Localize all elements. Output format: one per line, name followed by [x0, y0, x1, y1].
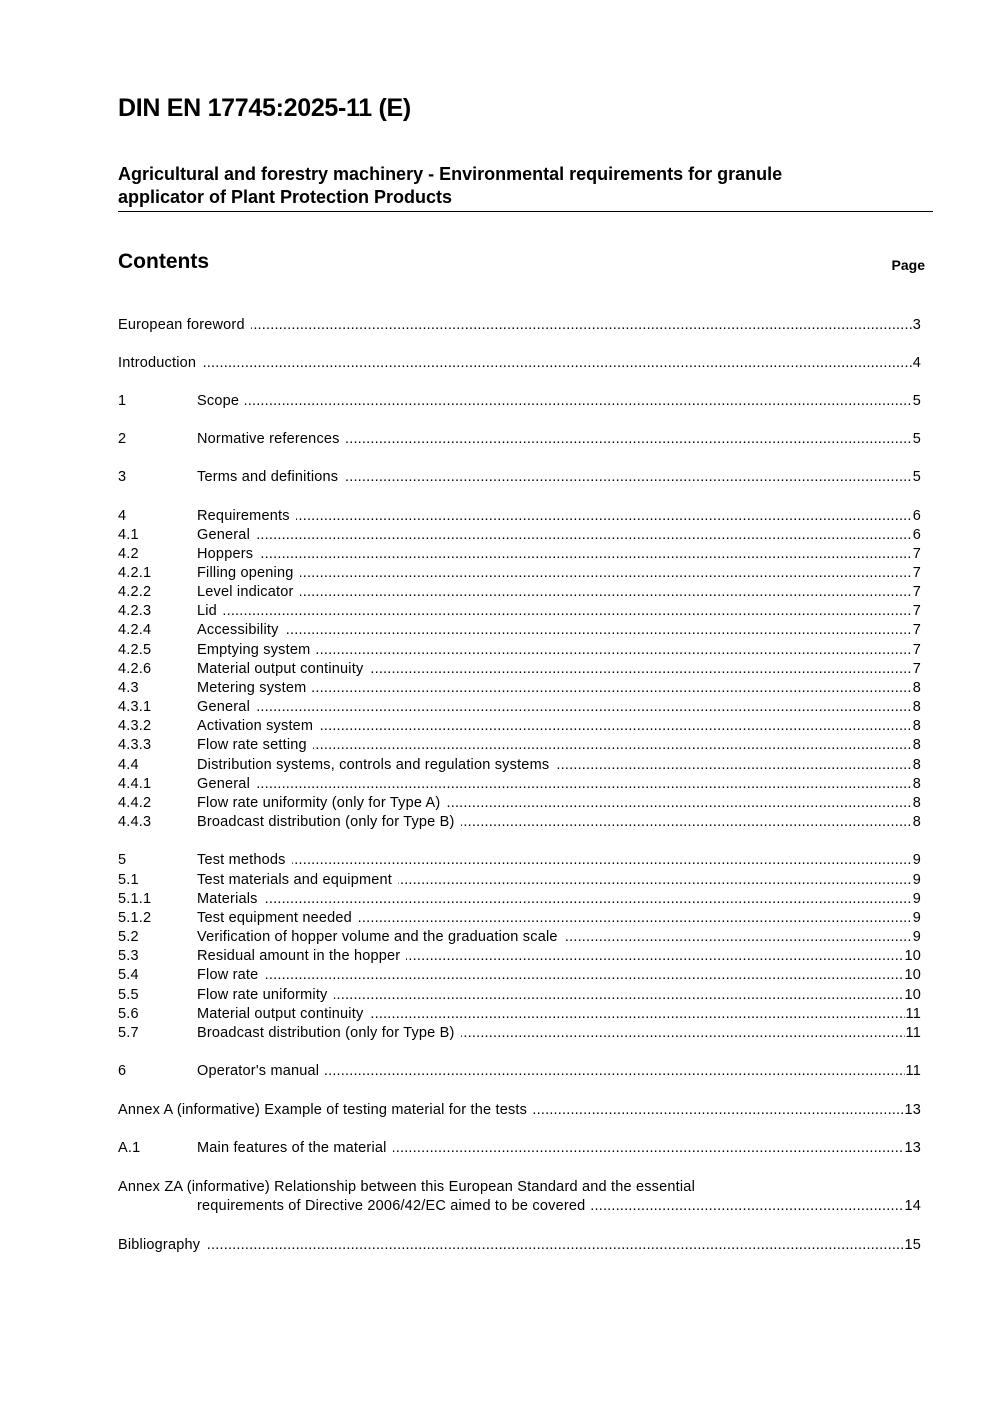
- toc-entry[interactable]: [118, 966, 921, 985]
- toc-entry[interactable]: [118, 871, 921, 890]
- toc-entry-title: Scope: [197, 393, 245, 409]
- toc-entry-number: 4.2.5: [118, 642, 152, 658]
- toc-entry-page-number: 5: [912, 393, 921, 409]
- toc-entry-title: Level indicator: [197, 584, 300, 600]
- toc-entry-body: [197, 679, 921, 698]
- toc-entry-title: European foreword: [118, 317, 251, 333]
- toc-entry-number: 4.3.2: [118, 718, 152, 734]
- toc-entry-body: [197, 564, 921, 583]
- toc-entry-number: 5.3: [118, 948, 139, 964]
- toc-entry-title: Flow rate setting: [197, 737, 313, 753]
- toc-entry[interactable]: [118, 1024, 921, 1043]
- toc-entry-title: Main features of the material: [197, 1140, 393, 1156]
- toc-entry-body: [197, 756, 921, 775]
- toc-entry-number: 5.5: [118, 987, 139, 1003]
- toc-entry-body: [197, 909, 921, 928]
- toc-entry-number: 4.3: [118, 680, 139, 696]
- toc-entry-page-number: 8: [912, 757, 921, 773]
- toc-entry[interactable]: [118, 928, 921, 947]
- toc-entry-body: [118, 354, 921, 373]
- toc-entry-title: Flow rate uniformity: [197, 987, 334, 1003]
- toc-entry-page-number: 10: [904, 948, 921, 964]
- toc-entry-page-number: 13: [904, 1102, 921, 1118]
- toc-entry-title: Annex A (informative) Example of testing material for the tests: [118, 1102, 533, 1118]
- document-title-line-1: Agricultural and forestry machinery - Environmental requirements for granule: [118, 164, 783, 184]
- toc-entry-number: 4.4.3: [118, 814, 152, 830]
- toc-entry-body: [197, 526, 921, 545]
- toc-entry-title: Operator's manual: [197, 1063, 325, 1079]
- toc-entry-page-number: 11: [905, 1063, 921, 1079]
- toc-entry[interactable]: [118, 526, 921, 545]
- toc-entry[interactable]: [118, 717, 921, 736]
- toc-entry[interactable]: [118, 564, 921, 583]
- toc-entry-page-number: 7: [912, 622, 921, 638]
- toc-entry-number: 4.2.2: [118, 584, 152, 600]
- toc-entry-page-number: 11: [905, 1006, 921, 1022]
- toc-entry[interactable]: [118, 354, 921, 373]
- toc-entry-body: [197, 871, 921, 890]
- toc-entry-title: Test materials and equipment: [197, 872, 398, 888]
- toc-entry-title-continuation: [197, 1197, 921, 1216]
- toc-entry-number: 4: [118, 508, 127, 524]
- toc-entry-title: Activation system: [197, 718, 319, 734]
- toc-entry-number: 3: [118, 469, 127, 485]
- toc-entry-body: [197, 966, 921, 985]
- toc-entry-title: Flow rate: [197, 967, 264, 983]
- toc-entry[interactable]: [118, 756, 921, 775]
- toc-entry[interactable]: [118, 947, 921, 966]
- toc-entry[interactable]: [118, 1062, 921, 1081]
- toc-entry-page-number: 10: [904, 987, 921, 1003]
- toc-entry-number: 6: [118, 1063, 127, 1079]
- toc-entry-body: [197, 583, 921, 602]
- toc-entry-title: General: [197, 776, 256, 792]
- toc-entry[interactable]: [118, 679, 921, 698]
- toc-entry-title: Flow rate uniformity (only for Type A): [197, 795, 446, 811]
- toc-entry-body: [197, 1024, 921, 1043]
- toc-entry-title: Bibliography: [118, 1237, 206, 1253]
- toc-entry-title-continued-text: requirements of Directive 2006/42/EC aimed to be covered: [197, 1198, 591, 1214]
- toc-entry-body: [197, 430, 921, 449]
- toc-entry-body: [197, 507, 921, 526]
- toc-entry-page-number: 7: [912, 565, 921, 581]
- toc-entry[interactable]: [118, 1101, 921, 1120]
- toc-entry-number: 4.4.2: [118, 795, 152, 811]
- toc-entry-body: [197, 468, 921, 487]
- toc-entry[interactable]: [118, 1236, 921, 1255]
- toc-entry-page-number: 3: [912, 317, 921, 333]
- toc-entry-number: 4.2: [118, 546, 139, 562]
- toc-entry-title: Terms and definitions: [197, 469, 344, 485]
- toc-entry-page-number: 6: [912, 508, 921, 524]
- toc-entry-body: [197, 890, 921, 909]
- toc-entry-title: Test methods: [197, 852, 292, 868]
- toc-entry-body: [197, 717, 921, 736]
- toc-entry[interactable]: [118, 660, 921, 679]
- toc-entry-body: [197, 794, 921, 813]
- toc-entry-body: [197, 1005, 921, 1024]
- toc-entry-title: Metering system: [197, 680, 312, 696]
- toc-entry-body: [197, 621, 921, 640]
- toc-entry-number: 4.2.3: [118, 603, 152, 619]
- toc-entry-page-number: 4: [912, 355, 921, 371]
- toc-entry[interactable]: [118, 813, 921, 832]
- toc-entry-body: [197, 947, 921, 966]
- toc-entry-page-number: 7: [912, 546, 921, 562]
- toc-entry-page-number: 15: [904, 1237, 921, 1253]
- toc-entry-body: [118, 1101, 921, 1120]
- toc-entry[interactable]: [118, 641, 921, 660]
- toc-entry[interactable]: [118, 545, 921, 564]
- toc-entry-page-number: 8: [912, 737, 921, 753]
- toc-entry-title: Introduction: [118, 355, 202, 371]
- toc-entry-body: [197, 392, 921, 411]
- toc-entry-title: Material output continuity: [197, 661, 369, 677]
- toc-entry-number: 2: [118, 431, 127, 447]
- toc-entry-page-number: 5: [912, 431, 921, 447]
- toc-entry[interactable]: [118, 392, 921, 411]
- toc-entry-title: Residual amount in the hopper: [197, 948, 406, 964]
- toc-entry-number: 5.1: [118, 872, 139, 888]
- toc-entry-number: 5.1.1: [118, 891, 152, 907]
- toc-entry[interactable]: [118, 986, 921, 1005]
- toc-entry[interactable]: [118, 698, 921, 717]
- toc-entry-body: [197, 1139, 921, 1158]
- document-title: [118, 163, 933, 212]
- toc-entry[interactable]: [118, 890, 921, 909]
- toc-entry-page-number: 11: [905, 1025, 921, 1041]
- toc-entry-title: Materials: [197, 891, 264, 907]
- toc-entry-number: 5.6: [118, 1006, 139, 1022]
- toc-entry[interactable]: [118, 794, 921, 813]
- toc-entry-body: [197, 641, 921, 660]
- toc-entry-title: Hoppers: [197, 546, 259, 562]
- toc-entry-page-number: 9: [912, 929, 921, 945]
- toc-entry-body: [197, 698, 921, 717]
- toc-entry[interactable]: [118, 775, 921, 794]
- toc-entry[interactable]: [118, 316, 921, 335]
- toc-entry-number: 5.2: [118, 929, 139, 945]
- toc-entry-page-number: 9: [912, 872, 921, 888]
- toc-entry[interactable]: [118, 621, 921, 640]
- toc-entry-title: Lid: [197, 603, 223, 619]
- toc-entry-page-number: 5: [912, 469, 921, 485]
- toc-entry[interactable]: [118, 1005, 921, 1024]
- toc-entry-body: [197, 928, 921, 947]
- page-column-label: Page: [891, 257, 925, 273]
- toc-entry-title: General: [197, 527, 256, 543]
- toc-entry-page-number: 14: [904, 1198, 921, 1214]
- toc-entry[interactable]: [118, 736, 921, 755]
- toc-entry-page-number: 9: [912, 852, 921, 868]
- toc-entry-body: [197, 736, 921, 755]
- toc-entry-number: 5.1.2: [118, 910, 152, 926]
- toc-entry-number: 5.7: [118, 1025, 139, 1041]
- toc-entry-title: Broadcast distribution (only for Type B): [197, 814, 461, 830]
- toc-entry[interactable]: [118, 583, 921, 602]
- toc-entry-title: Emptying system: [197, 642, 316, 658]
- toc-entry-page-number: 8: [912, 699, 921, 715]
- toc-entry-title: Accessibility: [197, 622, 285, 638]
- toc-entry-body: [197, 775, 921, 794]
- toc-entry-body: [197, 986, 921, 1005]
- toc-entry-body: [197, 545, 921, 564]
- toc-entry-page-number: 7: [912, 642, 921, 658]
- toc-entry[interactable]: [118, 851, 921, 870]
- toc-entry-number: 4.3.1: [118, 699, 152, 715]
- toc-entry-title: General: [197, 699, 256, 715]
- toc-entry-page-number: 9: [912, 910, 921, 926]
- toc-entry-body: [197, 1062, 921, 1081]
- toc-entry-page-number: 8: [912, 795, 921, 811]
- toc-entry-title: Annex ZA (informative) Relationship between this European Standard and the essential: [118, 1179, 695, 1195]
- toc-entry-number: 5.4: [118, 967, 139, 983]
- toc-entry[interactable]: [118, 909, 921, 928]
- toc-entry[interactable]: [118, 602, 921, 621]
- toc-entry-number: 4.3.3: [118, 737, 152, 753]
- toc-entry-page-number: 7: [912, 584, 921, 600]
- toc-entry-title: Requirements: [197, 508, 296, 524]
- toc-entry-number: 4.2.4: [118, 622, 152, 638]
- toc-entry-page-number: 10: [904, 967, 921, 983]
- toc-entry[interactable]: [118, 1139, 921, 1158]
- toc-entry-number: 4.4: [118, 757, 139, 773]
- toc-entry-page-number: 7: [912, 661, 921, 677]
- toc-entry-body: [197, 813, 921, 832]
- toc-entry-number: 1: [118, 393, 127, 409]
- toc-entry-body: [197, 660, 921, 679]
- toc-entry[interactable]: [118, 430, 921, 449]
- toc-entry-title: Material output continuity: [197, 1006, 369, 1022]
- document-identifier: DIN EN 17745:2025-11 (E): [118, 94, 411, 122]
- toc-entry-title: Normative references: [197, 431, 346, 447]
- toc-entry-number: A.1: [118, 1140, 141, 1156]
- toc-entry-body: [197, 851, 921, 870]
- toc-entry-body: [197, 602, 921, 621]
- toc-entry-title: Broadcast distribution (only for Type B): [197, 1025, 461, 1041]
- toc-entry-title: Verification of hopper volume and the graduation scale: [197, 929, 564, 945]
- contents-heading: Contents: [118, 250, 209, 273]
- toc-entry-page-number: 8: [912, 718, 921, 734]
- toc-entry-page-number: 8: [912, 814, 921, 830]
- toc-entry-number: 4.1: [118, 527, 139, 543]
- toc-entry-body: [118, 316, 921, 335]
- document-title-line-2: applicator of Plant Protection Products: [118, 187, 453, 207]
- toc-entry-title: Distribution systems, controls and regulation systems: [197, 757, 555, 773]
- toc-entry-page-number: 6: [912, 527, 921, 543]
- toc-entry-number: 4.2.6: [118, 661, 152, 677]
- toc-entry[interactable]: [118, 1178, 921, 1218]
- toc-entry-page-number: 8: [912, 776, 921, 792]
- toc-entry-body: [118, 1236, 921, 1255]
- toc-entry-number: 4.4.1: [118, 776, 152, 792]
- toc-entry-number: 5: [118, 852, 127, 868]
- toc-entry-number: 4.2.1: [118, 565, 152, 581]
- toc-entry-page-number: 7: [912, 603, 921, 619]
- toc-entry-title: Filling opening: [197, 565, 300, 581]
- toc-entry-page-number: 13: [904, 1140, 921, 1156]
- toc-entry[interactable]: [118, 468, 921, 487]
- toc-entry-page-number: 8: [912, 680, 921, 696]
- toc-entry[interactable]: [118, 507, 921, 526]
- toc-entry-title: Test equipment needed: [197, 910, 358, 926]
- toc-entry-page-number: 9: [912, 891, 921, 907]
